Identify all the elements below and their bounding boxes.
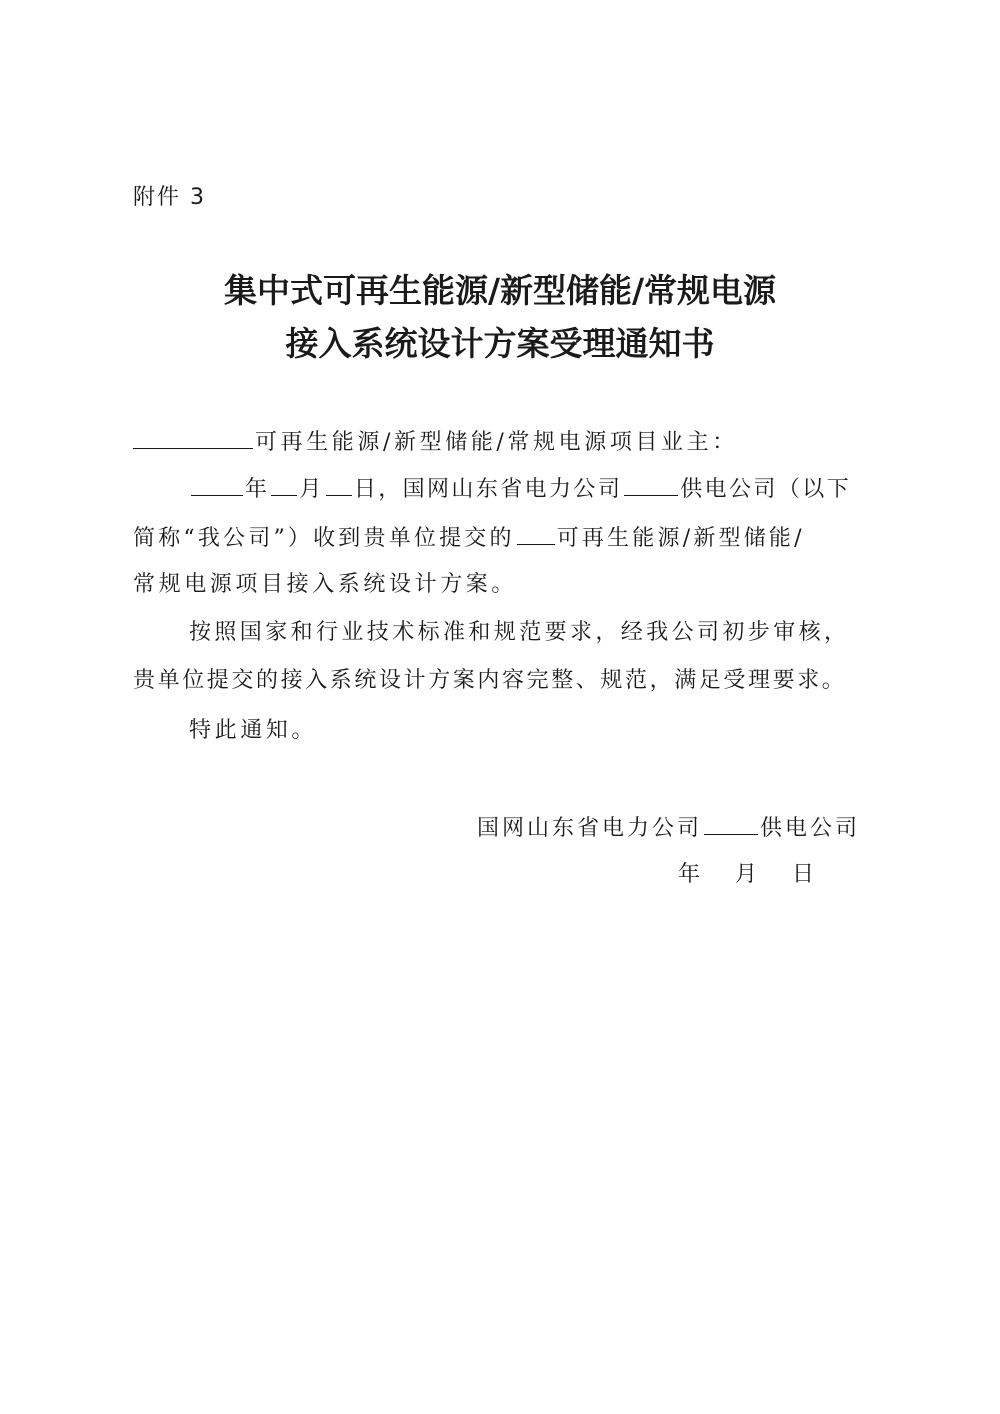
project-type-text: 可再生能源/新型储能/ [556, 526, 805, 551]
day-blank [326, 473, 352, 496]
date-month-label: 月 [735, 862, 758, 887]
paragraph-1-line-3: 常规电源项目接入系统设计方案。 [133, 572, 518, 597]
year-blank [191, 473, 243, 496]
month-label: 月 [299, 477, 324, 502]
company-blank [624, 473, 678, 496]
year-label: 年 [245, 477, 270, 502]
signature-date [678, 860, 814, 890]
company-suffix-text: 供电公司（以下 [680, 477, 852, 502]
signature-org [477, 812, 860, 844]
date-year-label: 年 [678, 862, 701, 887]
paragraph-2-line-1: 按照国家和行业技术标准和规范要求，经我公司初步审核， [189, 620, 850, 645]
title-line-1: 集中式可再生能源/新型储能/常规电源 [223, 271, 777, 310]
paragraph-1-line-1 [189, 473, 851, 505]
attachment-label: 附件 3 [133, 185, 206, 210]
addressee-line [133, 426, 738, 458]
signature-org-suffix: 供电公司 [760, 816, 861, 841]
paragraph-2-line-2: 贵单位提交的接入系统设计方案内容完整、规范，满足受理要求。 [133, 668, 847, 693]
paragraph-1-line-2 [133, 522, 805, 554]
signature-org-prefix: 国网山东省电力公司 [477, 816, 703, 841]
day-and-company-text: 日，国网山东省电力公司 [353, 477, 623, 502]
date-day-label: 日 [792, 862, 815, 887]
project-blank [517, 522, 555, 545]
paragraph-3: 特此通知。 [189, 718, 318, 743]
month-blank [271, 473, 297, 496]
addressee-text: 可再生能源/新型储能/常规电源项目业主： [255, 430, 738, 455]
addressee-blank [133, 426, 253, 449]
signature-company-blank [704, 812, 758, 835]
abbreviation-text: 简称“我公司”）收到贵单位提交的 [133, 526, 515, 551]
title-line-2: 接入系统设计方案受理通知书 [285, 324, 715, 363]
